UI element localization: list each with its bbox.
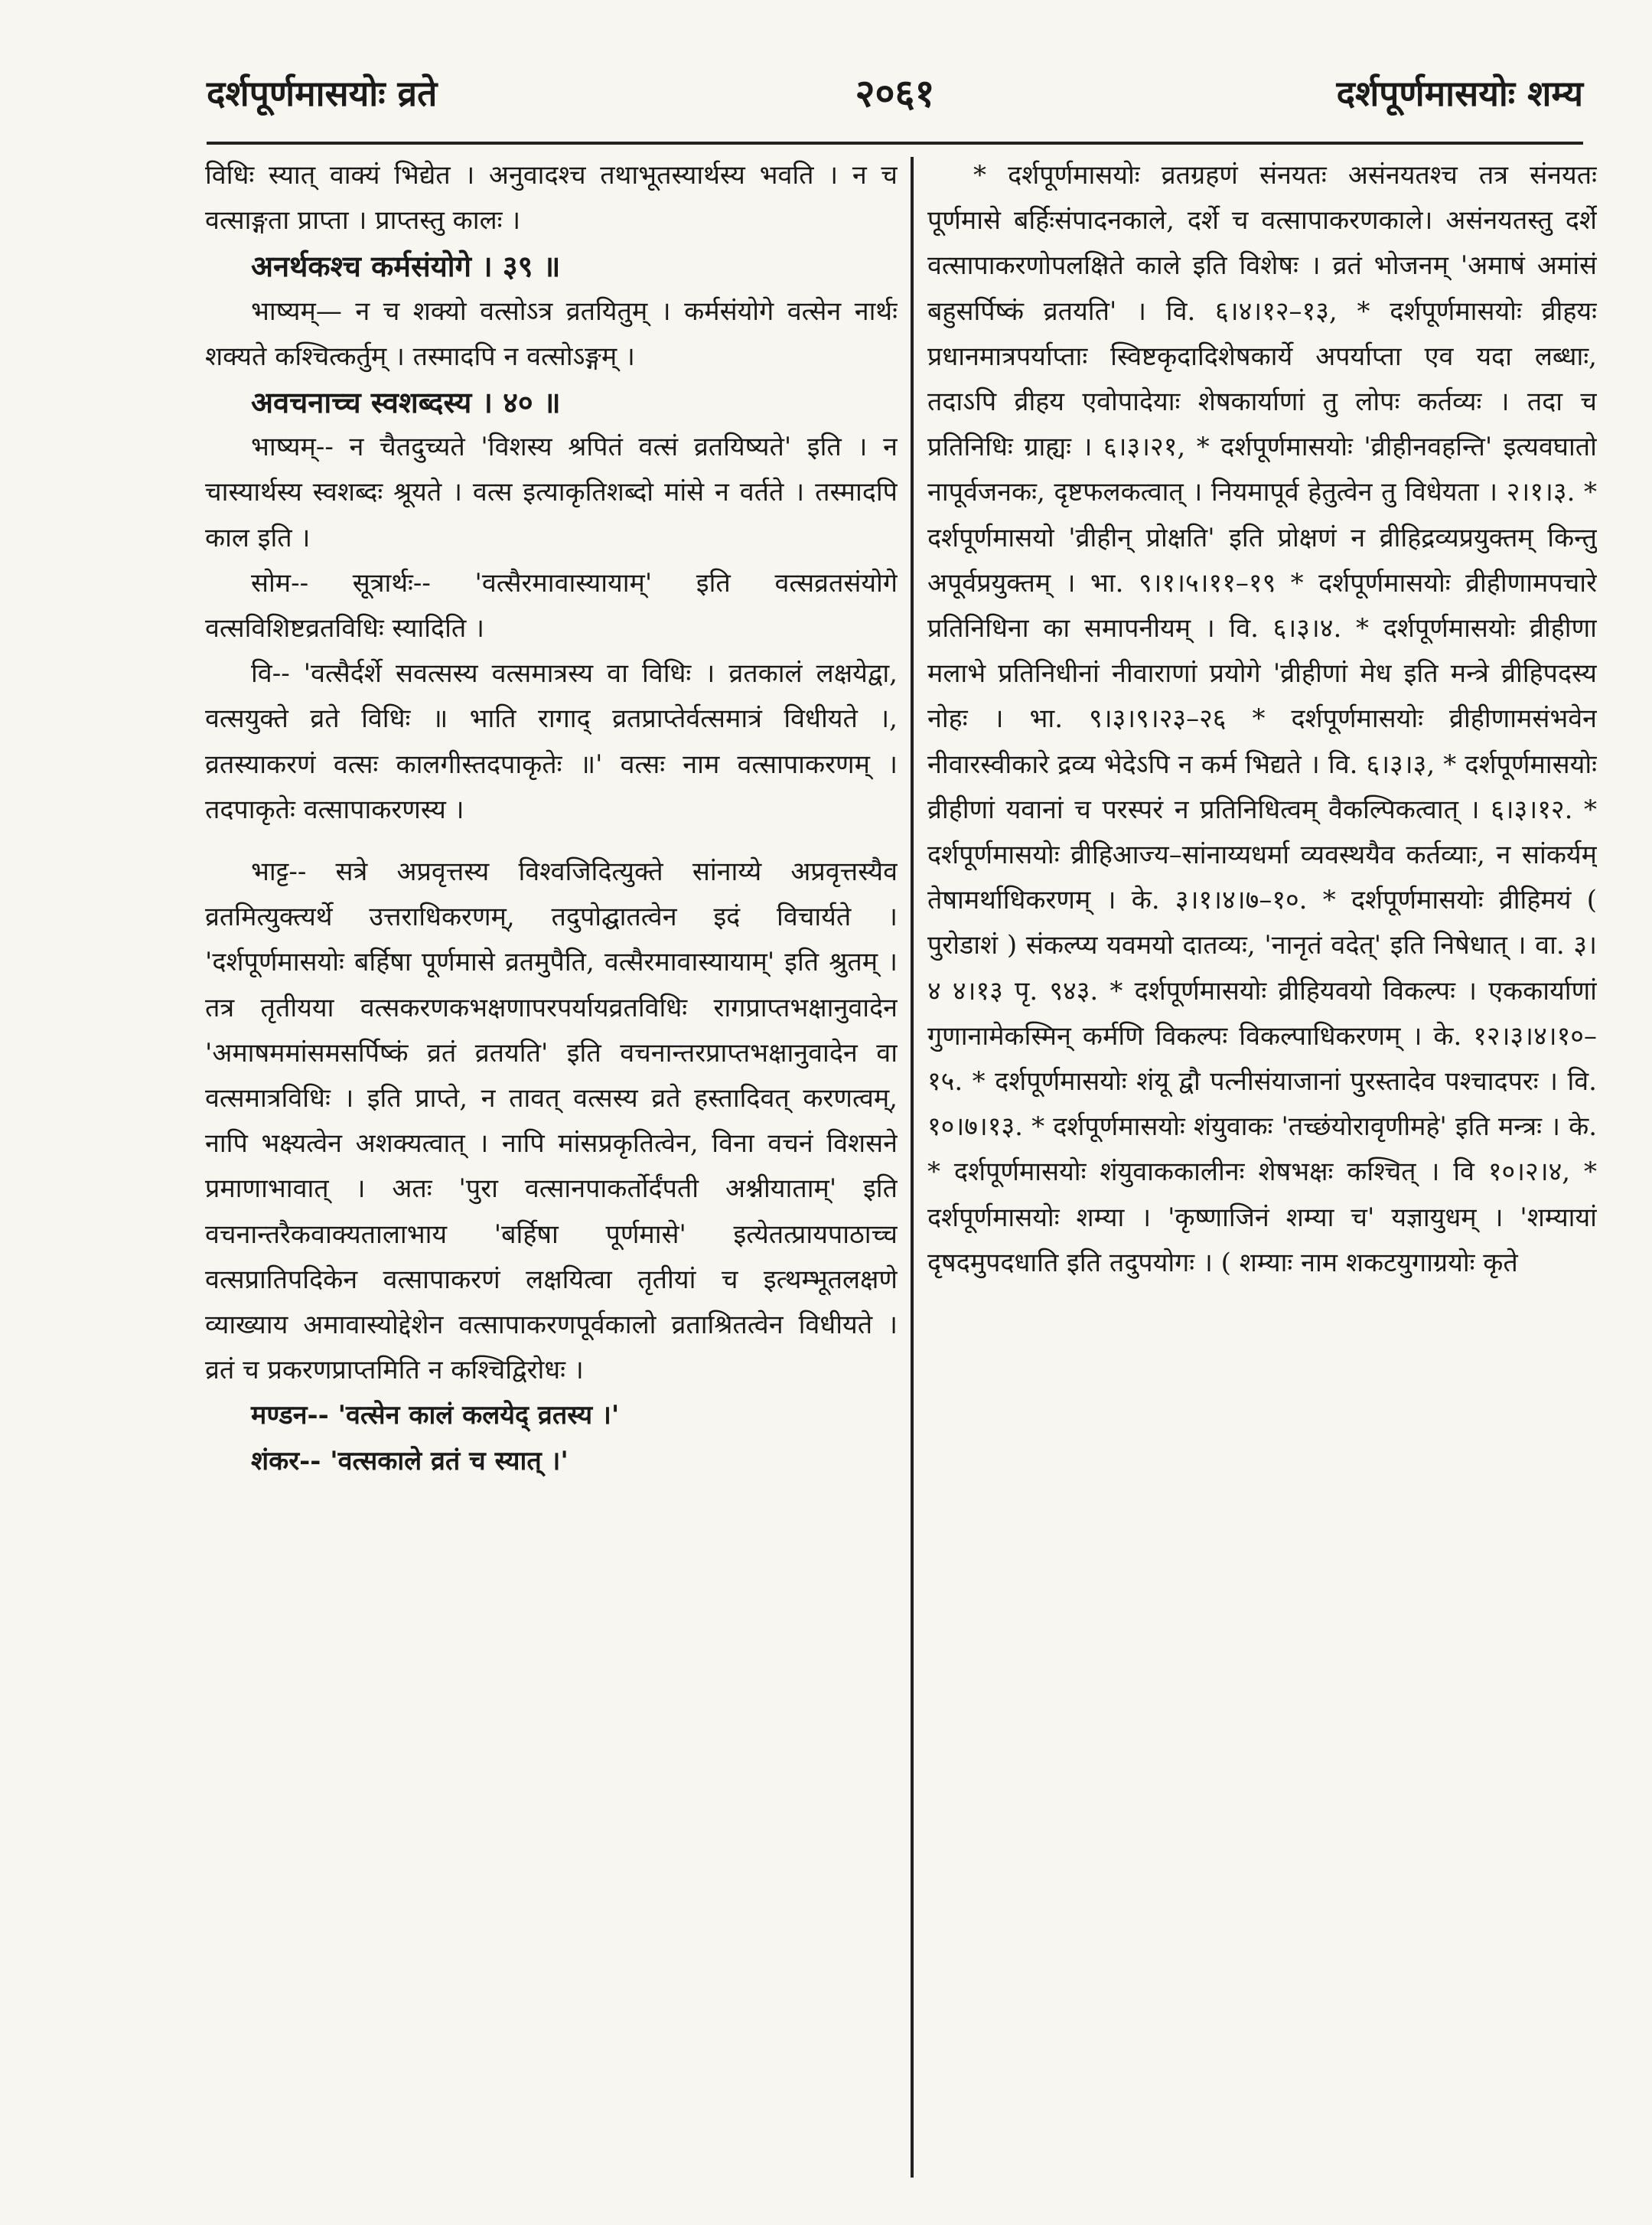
column-divider	[911, 157, 914, 2178]
sutra-heading: अवचनाच्च स्वशब्दस्य । ४० ॥	[251, 385, 561, 420]
quote-line: शंकर-- 'वत्सकाले व्रतं च स्यात् ।'	[251, 1445, 569, 1476]
paragraph: भाट्ट-- सत्रे अप्रवृत्तस्य विश्वजिदित्युक्ते सांनाय्ये अप्रवृत्तस्यैव व्रतमित्युक्त्यर्थे उत्तराधिकरणम्, तदुपोद्घातत्वेन इदं विचार्यते । 'दर्शपूर्णमासयोः बर्हिषा पूर्णमासे व्रतमुपैति, वत्सैरमावास्यायाम्' इति श्रुतम् । तत्र तृतीयया वत्सकरणकभक्षणापरपर्यायव्रतविधिः रागप्राप्तभक्षानुवादेन 'अमाषममांसमसर्पिष्कं व्रतं व्रतयति' इति वचनान्तरप्राप्तभक्षानुवादेन वा वत्समात्रविधिः । इति प्राप्ते, न तावत् वत्सस्य व्रते हस्तादिवत् करणत्वम्, नापि भक्ष्यत्वेन अशक्यत्वात् । नापि मांसप्रकृतित्वेन, विना वचनं विशसने प्रमाणाभावात् । अतः 'पुरा वत्सानपाकर्तोर्दंपती अश्नीयाताम्' इति वचनान्तरैकवाक्यतालाभाय 'बर्हिषा पूर्णमासे' इत्येतत्प्रायपाठाच्च वत्सप्रातिपदिकेन वत्सापाकरणं लक्षयित्वा तृतीयां च इत्थम्भूतलक्षणे व्याख्याय अमावास्योद्देशेन वत्सापाकरणपूर्वकालो व्रताश्रितत्वेन विधीयते । व्रतं च प्रकरणप्राप्तमिति न कश्चिद्विरोधः ।	[205, 856, 898, 1386]
running-head-right: दर्शपूर्णमासयोः शम्य	[1336, 73, 1583, 114]
right-column	[927, 153, 1597, 1286]
paragraph: सोम-- सूत्रार्थः-- 'वत्सैरमावास्यायाम्' इति वत्सव्रतसंयोगे वत्सविशिष्टव्रतविधिः स्यादिति ।	[205, 567, 898, 644]
paragraph: विधिः स्यात् वाक्यं भिद्येत । अनुवादश्च तथाभूतस्यार्थस्य भवति । न च वत्साङ्गता प्राप्ता । प्राप्तस्तु कालः ।	[205, 160, 898, 237]
running-head-left: दर्शपूर्णमासयोः व्रते	[207, 73, 438, 114]
left-column	[205, 153, 898, 1484]
spacer	[205, 833, 898, 850]
page-number: २०६१	[855, 71, 935, 116]
paragraph: भाष्यम्— न च शक्यो वत्सोऽत्र व्रतयितुम् । कर्मसंयोगे वत्सेन नार्थः शक्यते कश्चित्कर्तुम् । तस्मादपि न वत्सोऽङ्गम् ।	[205, 295, 898, 372]
page-header	[207, 61, 1583, 130]
header-rule	[207, 142, 1583, 145]
sutra-heading: अनर्थकश्च कर्मसंयोगे । ३९ ॥	[251, 249, 561, 284]
paragraph: भाष्यम्-- न चैतदुच्यते 'विशस्य श्रपितं वत्सं व्रतयिष्यते' इति । न चास्यार्थस्य स्वशब्दः श्रूयते । वत्स इत्याकृतिशब्दो मांसे न वर्तते । तस्मादपि काल इति ।	[205, 432, 898, 553]
paragraph: वि-- 'वत्सैर्दर्शे सवत्सस्य वत्समात्रस्य वा विधिः । व्रतकालं लक्षयेद्वा, वत्सयुक्ते व्रते विधिः ॥ भाति रागाद् व्रतप्राप्तेर्वत्समात्रं विधीयते ।, व्रतस्याकरणं वत्सः कालगीस्तदपाकृतेः ॥' वत्सः नाम वत्सापाकरणम् । तदपाकृतेः वत्सापाकरणस्य ।	[205, 658, 898, 825]
index-entries: * दर्शपूर्णमासयोः व्रतग्रहणं संनयतः असंनयतश्च तत्र संनयतः पूर्णमासे बर्हिःसंपादनकाले, दर्शे च वत्सापाकरणकाले। असंनयतस्तु दर्शे वत्सापाकरणोपलक्षिते काले इति विशेषः । व्रतं भोजनम् 'अमाषं अमांसं बहुसर्पिष्कं व्रतयति' । वि. ६।४।१२–१३, * दर्शपूर्णमासयोः व्रीहयः प्रधानमात्रपर्याप्ताः स्विष्टकृदादिशेषकार्ये अपर्याप्ता एव यदा लब्धाः, तदाऽपि व्रीहय एवोपादेयाः शेषकार्याणां तु लोपः कर्तव्यः । तदा च प्रतिनिधिः ग्राह्यः । ६।३।२१, * दर्शपूर्णमासयोः 'व्रीहीनवहन्ति' इत्यवघातो नापूर्वजनकः, दृष्टफलकत्वात् । नियमापूर्व हेतुत्वेन तु विधेयता । २।१।३. * दर्शपूर्णमासयो 'व्रीहीन् प्रोक्षति' इति प्रोक्षणं न व्रीहिद्रव्यप्रयुक्तम् किन्तु अपूर्वप्रयुक्तम् । भा. ९।१।५।११–१९ * दर्शपूर्णमासयोः व्रीहीणामपचारे प्रतिनिधिना का समापनीयम् । वि. ६।३।४. * दर्शपूर्णमासयोः व्रीहीणा मलाभे प्रतिनिधीनां नीवाराणां प्रयोगे 'व्रीहीणां मेध इति मन्त्रे व्रीहिपदस्य नोहः । भा. ९।३।९।२३–२६ * दर्शपूर्णमासयोः व्रीहीणामसंभवेन नीवारस्वीकारे द्रव्य भेदेऽपि न कर्म भिद्यते । वि. ६।३।३, * दर्शपूर्णमासयोः व्रीहीणां यवानां च परस्परं न प्रतिनिधित्वम् वैकल्पिकत्वात् । ६।३।१२. * दर्शपूर्णमासयोः व्रीहिआज्य–सांनाय्यधर्मा व्यवस्थयैव कर्तव्याः, न सांकर्यम् तेषामर्थाधिकरणम् । के. ३।१।४।७–१०. * दर्शपूर्णमासयोः व्रीहिमयं ( पुरोडाशं ) संकल्प्य यवमयो दातव्यः, 'नानृतं वदेत्' इति निषेधात् । वा. ३।४ ४।१३ पृ. ९४३. * दर्शपूर्णमासयोः व्रीहियवयो विकल्पः । एककार्याणां गुणानामेकस्मिन् कर्मणि विकल्पः विकल्पाधिकरणम् । के. १२।३।४।१०–१५. * दर्शपूर्णमासयोः शंयू द्वौ पत्नीसंयाजानां पुरस्तादेव पश्चादपरः । वि. १०।७।१३. * दर्शपूर्णमासयोः शंयुवाकः 'तच्छंयोरावृणीमहे' इति मन्त्रः । के. * दर्शपूर्णमासयोः शंयुवाककालीनः शेषभक्षः कश्चित् । वि १०।२।४, * दर्शपूर्णमासयोः शम्या । 'कृष्णाजिनं शम्या च' यज्ञायुधम् । 'शम्यायां दृषदमुपदधाति इति तदुपयोगः । ( शम्याः नाम शकटयुगाग्रयोः कृते	[927, 160, 1597, 1278]
quote-line: मण्डन-- 'वत्सेन कालं कलयेद् व्रतस्य ।'	[251, 1400, 620, 1431]
